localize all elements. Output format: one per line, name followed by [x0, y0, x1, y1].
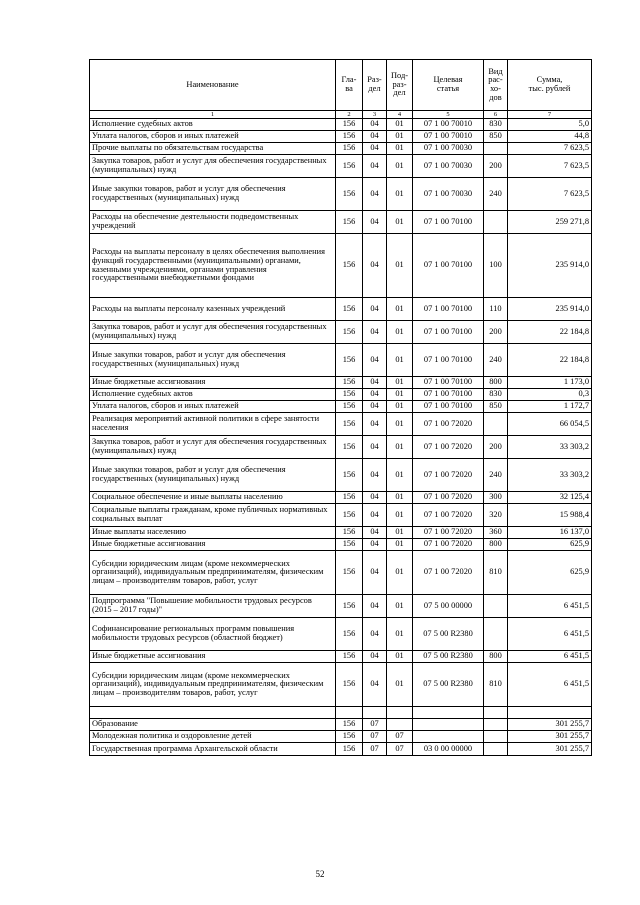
row-vr: 810 [484, 663, 508, 707]
row-vr: 200 [484, 321, 508, 344]
row-razdel: 07 [363, 731, 387, 743]
column-number: 1 [90, 111, 336, 119]
row-vr [484, 413, 508, 436]
row-csr: 03 0 00 00000 [413, 743, 484, 756]
row-csr: 07 1 00 72020 [413, 459, 484, 492]
row-name: Уплата налогов, сборов и иных платежей [90, 401, 336, 413]
row-vr: 830 [484, 119, 508, 131]
row-glava: 156 [336, 459, 363, 492]
row-vr: 850 [484, 131, 508, 143]
row-podrazdel: 01 [387, 436, 413, 459]
row-glava: 156 [336, 436, 363, 459]
row-razdel: 04 [363, 178, 387, 211]
row-razdel: 04 [363, 143, 387, 155]
table-row [90, 707, 592, 719]
table-row [90, 551, 592, 595]
row-csr: 07 1 00 70100 [413, 389, 484, 401]
row-glava: 156 [336, 651, 363, 663]
row-podrazdel: 01 [387, 595, 413, 618]
row-glava: 156 [336, 321, 363, 344]
row-name: Закупка товаров, работ и услуг для обеспечения государственных (муниципальных) нужд [90, 155, 336, 178]
row-vr: 850 [484, 401, 508, 413]
row-glava: 156 [336, 389, 363, 401]
row-podrazdel: 01 [387, 143, 413, 155]
row-podrazdel: 01 [387, 527, 413, 539]
row-vr: 240 [484, 459, 508, 492]
row-glava: 156 [336, 131, 363, 143]
row-vr: 100 [484, 234, 508, 298]
row-csr [413, 731, 484, 743]
row-csr: 07 1 00 72020 [413, 551, 484, 595]
row-sum: 0,3 [508, 389, 592, 401]
row-razdel: 04 [363, 527, 387, 539]
row-name: Закупка товаров, работ и услуг для обеспечения государственных (муниципальных) нужд [90, 321, 336, 344]
row-sum: 259 271,8 [508, 211, 592, 234]
row-razdel: 04 [363, 155, 387, 178]
row-glava: 156 [336, 719, 363, 731]
row-name: Иные бюджетные ассигнования [90, 539, 336, 551]
row-razdel: 04 [363, 211, 387, 234]
table-row [90, 298, 592, 321]
row-csr: 07 1 00 70030 [413, 178, 484, 211]
row-name: Иные закупки товаров, работ и услуг для обеспечения государственных (муниципальных) нужд [90, 344, 336, 377]
row-sum: 33 303,2 [508, 459, 592, 492]
row-razdel: 04 [363, 459, 387, 492]
column-number-row [90, 111, 592, 119]
row-razdel: 04 [363, 413, 387, 436]
row-name: Иные закупки товаров, работ и услуг для обеспечения государственных (муниципальных) нужд [90, 178, 336, 211]
row-glava: 156 [336, 401, 363, 413]
row-razdel: 04 [363, 551, 387, 595]
row-name: Исполнение судебных актов [90, 119, 336, 131]
row-vr [484, 707, 508, 719]
row-sum: 44,8 [508, 131, 592, 143]
row-glava: 156 [336, 344, 363, 377]
row-csr: 07 5 00 R2380 [413, 663, 484, 707]
row-razdel: 04 [363, 377, 387, 389]
table-row [90, 595, 592, 618]
row-podrazdel: 01 [387, 131, 413, 143]
column-number: 2 [336, 111, 363, 119]
row-glava: 156 [336, 298, 363, 321]
row-podrazdel: 01 [387, 155, 413, 178]
row-vr: 360 [484, 527, 508, 539]
row-name: Расходы на выплаты персоналу в целях обеспечения выполнения функций государственными (муниципальными) органами, казенными учреждениями, органами управления государственными внебюджетными фондами [90, 234, 336, 298]
column-number: 6 [484, 111, 508, 119]
row-name: Закупка товаров, работ и услуг для обеспечения государственных (муниципальных) нужд [90, 436, 336, 459]
header-sum: Сумма, тыс. рублей [508, 60, 592, 111]
table-row [90, 211, 592, 234]
row-sum: 301 255,7 [508, 719, 592, 731]
row-podrazdel: 01 [387, 119, 413, 131]
row-sum: 235 914,0 [508, 234, 592, 298]
table-row [90, 321, 592, 344]
row-razdel: 04 [363, 539, 387, 551]
table-row [90, 743, 592, 756]
row-name: Субсидии юридическим лицам (кроме некоммерческих организаций), индивидуальным предпринимателям, физическим лицам – производителям товаров, работ, услуг [90, 551, 336, 595]
row-podrazdel: 01 [387, 344, 413, 377]
row-vr: 240 [484, 344, 508, 377]
row-podrazdel: 07 [387, 743, 413, 756]
row-vr [484, 743, 508, 756]
row-glava: 156 [336, 527, 363, 539]
row-podrazdel: 01 [387, 178, 413, 211]
table-row [90, 389, 592, 401]
row-csr: 07 1 00 72020 [413, 492, 484, 504]
table-row [90, 143, 592, 155]
row-glava: 156 [336, 155, 363, 178]
row-csr: 07 1 00 72020 [413, 436, 484, 459]
row-podrazdel: 01 [387, 377, 413, 389]
row-glava: 156 [336, 143, 363, 155]
table-row [90, 131, 592, 143]
row-glava: 156 [336, 178, 363, 211]
row-glava: 156 [336, 663, 363, 707]
row-podrazdel: 01 [387, 234, 413, 298]
row-sum: 6 451,5 [508, 663, 592, 707]
table-row [90, 504, 592, 527]
row-csr: 07 1 00 72020 [413, 413, 484, 436]
table-row [90, 377, 592, 389]
row-podrazdel: 01 [387, 389, 413, 401]
row-glava: 156 [336, 731, 363, 743]
row-razdel: 04 [363, 401, 387, 413]
row-glava: 156 [336, 539, 363, 551]
row-vr: 320 [484, 504, 508, 527]
row-csr: 07 5 00 R2380 [413, 651, 484, 663]
row-glava: 156 [336, 413, 363, 436]
row-razdel: 04 [363, 492, 387, 504]
row-name: Расходы на выплаты персоналу казенных учреждений [90, 298, 336, 321]
row-name: Иные закупки товаров, работ и услуг для обеспечения государственных (муниципальных) нужд [90, 459, 336, 492]
header-podrazdel: Под- раз- дел [387, 60, 413, 111]
row-podrazdel: 01 [387, 618, 413, 651]
row-sum: 1 172,7 [508, 401, 592, 413]
row-vr: 300 [484, 492, 508, 504]
row-csr [413, 719, 484, 731]
row-podrazdel: 01 [387, 539, 413, 551]
table-row [90, 539, 592, 551]
row-name: Иные выплаты населению [90, 527, 336, 539]
row-csr: 07 5 00 00000 [413, 595, 484, 618]
table-row [90, 527, 592, 539]
table-row [90, 401, 592, 413]
row-csr: 07 1 00 72020 [413, 527, 484, 539]
row-razdel: 07 [363, 719, 387, 731]
table-row [90, 459, 592, 492]
row-vr: 800 [484, 377, 508, 389]
row-razdel: 04 [363, 436, 387, 459]
row-glava: 156 [336, 618, 363, 651]
row-podrazdel: 01 [387, 211, 413, 234]
row-podrazdel: 01 [387, 663, 413, 707]
row-sum: 22 184,8 [508, 321, 592, 344]
header-row [90, 60, 592, 111]
header-glava: Гла- ва [336, 60, 363, 111]
row-vr: 830 [484, 389, 508, 401]
row-vr [484, 731, 508, 743]
row-razdel: 04 [363, 663, 387, 707]
row-vr [484, 595, 508, 618]
header-csr: Целевая статья [413, 60, 484, 111]
table-row [90, 155, 592, 178]
row-sum: 6 451,5 [508, 651, 592, 663]
row-podrazdel: 01 [387, 504, 413, 527]
row-sum: 7 623,5 [508, 178, 592, 211]
row-razdel: 04 [363, 504, 387, 527]
row-name: Социальные выплаты гражданам, кроме публичных нормативных социальных выплат [90, 504, 336, 527]
row-name: Образование [90, 719, 336, 731]
row-razdel [363, 707, 387, 719]
row-name: Расходы на обеспечение деятельности подведомственных учреждений [90, 211, 336, 234]
row-podrazdel [387, 719, 413, 731]
row-csr: 07 1 00 72020 [413, 539, 484, 551]
row-vr: 200 [484, 436, 508, 459]
row-sum: 625,9 [508, 551, 592, 595]
row-name: Социальное обеспечение и иные выплаты населению [90, 492, 336, 504]
row-vr: 200 [484, 155, 508, 178]
row-vr: 800 [484, 539, 508, 551]
row-name: Субсидии юридическим лицам (кроме некоммерческих организаций), индивидуальным предпринимателям, физическим лицам – производителям товаров, работ, услуг [90, 663, 336, 707]
table-row [90, 436, 592, 459]
row-name: Иные бюджетные ассигнования [90, 377, 336, 389]
header-razdel: Раз- дел [363, 60, 387, 111]
row-podrazdel: 01 [387, 321, 413, 344]
row-sum: 32 125,4 [508, 492, 592, 504]
row-vr [484, 618, 508, 651]
row-csr: 07 1 00 70100 [413, 234, 484, 298]
row-podrazdel: 01 [387, 459, 413, 492]
row-podrazdel: 01 [387, 651, 413, 663]
row-razdel: 07 [363, 743, 387, 756]
row-glava: 156 [336, 234, 363, 298]
row-glava: 156 [336, 211, 363, 234]
row-vr: 110 [484, 298, 508, 321]
row-glava: 156 [336, 119, 363, 131]
budget-table [89, 59, 592, 756]
row-sum: 301 255,7 [508, 743, 592, 756]
table-row [90, 413, 592, 436]
row-podrazdel: 01 [387, 401, 413, 413]
row-razdel: 04 [363, 595, 387, 618]
row-name: Прочие выплаты по обязательствам государства [90, 143, 336, 155]
row-razdel: 04 [363, 618, 387, 651]
row-sum: 66 054,5 [508, 413, 592, 436]
row-sum: 1 173,0 [508, 377, 592, 389]
header-vr: Вид рас- хо- дов [484, 60, 508, 111]
row-name: Иные бюджетные ассигнования [90, 651, 336, 663]
table-row [90, 178, 592, 211]
column-number: 3 [363, 111, 387, 119]
row-vr: 240 [484, 178, 508, 211]
row-glava: 156 [336, 377, 363, 389]
row-razdel: 04 [363, 651, 387, 663]
row-sum: 7 623,5 [508, 143, 592, 155]
row-glava: 156 [336, 743, 363, 756]
row-vr [484, 143, 508, 155]
row-csr: 07 1 00 70030 [413, 155, 484, 178]
row-name: Уплата налогов, сборов и иных платежей [90, 131, 336, 143]
row-razdel: 04 [363, 321, 387, 344]
row-glava: 156 [336, 595, 363, 618]
row-podrazdel: 07 [387, 731, 413, 743]
row-vr [484, 719, 508, 731]
row-csr: 07 1 00 70030 [413, 143, 484, 155]
row-podrazdel: 01 [387, 492, 413, 504]
column-number: 5 [413, 111, 484, 119]
row-csr: 07 1 00 70100 [413, 377, 484, 389]
table-row [90, 731, 592, 743]
row-csr: 07 1 00 70100 [413, 401, 484, 413]
row-name [90, 707, 336, 719]
row-csr: 07 1 00 70010 [413, 131, 484, 143]
row-podrazdel: 01 [387, 551, 413, 595]
row-vr [484, 211, 508, 234]
row-sum: 22 184,8 [508, 344, 592, 377]
table-row [90, 344, 592, 377]
table-row [90, 618, 592, 651]
row-csr: 07 5 00 R2380 [413, 618, 484, 651]
row-name: Реализация мероприятий активной политики в сфере занятости населения [90, 413, 336, 436]
row-sum: 6 451,5 [508, 618, 592, 651]
table-row [90, 719, 592, 731]
row-sum: 16 137,0 [508, 527, 592, 539]
row-name: Софинансирование региональных программ повышения мобильности трудовых ресурсов (областной бюджет) [90, 618, 336, 651]
row-sum: 7 623,5 [508, 155, 592, 178]
column-number: 4 [387, 111, 413, 119]
row-sum: 6 451,5 [508, 595, 592, 618]
table-row [90, 234, 592, 298]
header-name: Наименование [90, 60, 336, 111]
row-csr: 07 1 00 70100 [413, 298, 484, 321]
row-glava: 156 [336, 551, 363, 595]
row-razdel: 04 [363, 234, 387, 298]
table-row [90, 492, 592, 504]
row-glava: 156 [336, 504, 363, 527]
row-glava: 156 [336, 492, 363, 504]
row-razdel: 04 [363, 344, 387, 377]
row-razdel: 04 [363, 298, 387, 321]
table-row [90, 651, 592, 663]
table-row [90, 663, 592, 707]
row-sum: 301 255,7 [508, 731, 592, 743]
row-csr: 07 1 00 70100 [413, 344, 484, 377]
row-csr: 07 1 00 72020 [413, 504, 484, 527]
row-razdel: 04 [363, 389, 387, 401]
row-sum: 5,0 [508, 119, 592, 131]
row-csr: 07 1 00 70010 [413, 119, 484, 131]
table-row [90, 119, 592, 131]
row-csr [413, 707, 484, 719]
row-name: Подпрограмма "Повышение мобильности трудовых ресурсов (2015 – 2017 годы)" [90, 595, 336, 618]
row-sum: 15 988,4 [508, 504, 592, 527]
row-podrazdel: 01 [387, 413, 413, 436]
row-name: Государственная программа Архангельской области [90, 743, 336, 756]
row-podrazdel: 01 [387, 298, 413, 321]
row-glava [336, 707, 363, 719]
row-vr: 800 [484, 651, 508, 663]
row-name: Молодежная политика и оздоровление детей [90, 731, 336, 743]
row-podrazdel [387, 707, 413, 719]
row-name: Исполнение судебных актов [90, 389, 336, 401]
row-sum: 235 914,0 [508, 298, 592, 321]
row-razdel: 04 [363, 119, 387, 131]
row-razdel: 04 [363, 131, 387, 143]
column-number: 7 [508, 111, 592, 119]
row-sum: 625,9 [508, 539, 592, 551]
row-vr: 810 [484, 551, 508, 595]
row-csr: 07 1 00 70100 [413, 321, 484, 344]
row-csr: 07 1 00 70100 [413, 211, 484, 234]
page-number: 52 [315, 869, 325, 879]
row-sum: 33 303,2 [508, 436, 592, 459]
row-sum [508, 707, 592, 719]
